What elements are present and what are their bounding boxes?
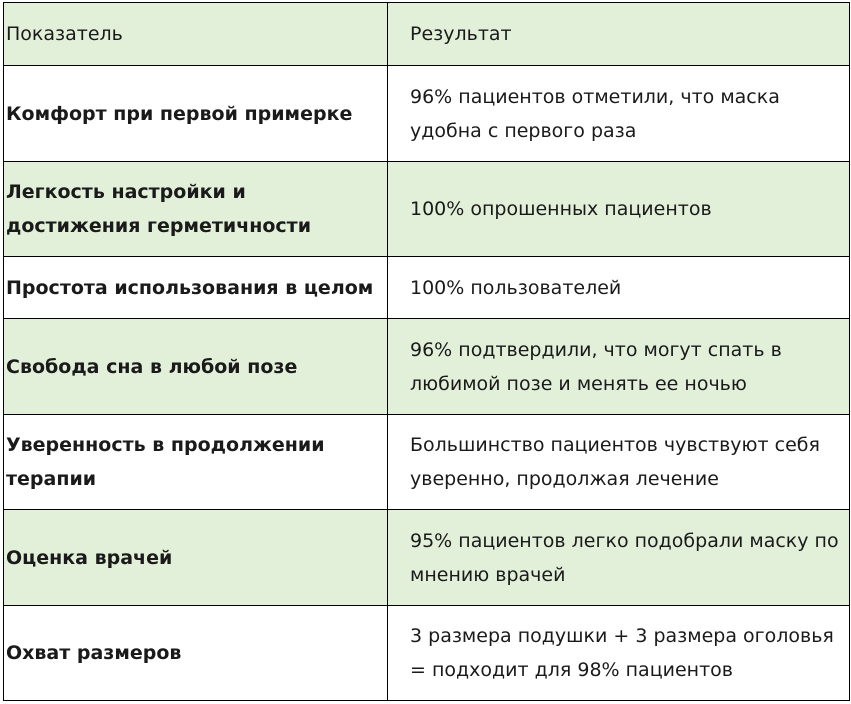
row-result: 96% подтвердили, что могут спать в любимой позе и менять ее ночью bbox=[388, 319, 850, 415]
row-indicator: Свобода сна в любой позе bbox=[4, 319, 388, 415]
row-indicator: Легкость настройки и достижения герметичности bbox=[4, 162, 388, 257]
row-result: 100% пользователей bbox=[388, 257, 850, 319]
table-row bbox=[4, 319, 850, 415]
table-row bbox=[4, 606, 850, 701]
row-indicator: Охват размеров bbox=[4, 606, 388, 701]
row-result: 3 размера подушки + 3 размера оголовья = подходит для 98% пациентов bbox=[388, 606, 850, 701]
table-row bbox=[4, 415, 850, 510]
row-indicator: Простота использования в целом bbox=[4, 257, 388, 319]
table-row bbox=[4, 510, 850, 606]
row-result: 95% пациентов легко подобрали маску по мнению врачей bbox=[388, 510, 850, 606]
table-row bbox=[4, 66, 850, 162]
row-result: Большинство пациентов чувствуют себя уверенно, продолжая лечение bbox=[388, 415, 850, 510]
header-indicator: Показатель bbox=[4, 3, 388, 66]
row-indicator: Уверенность в продолжении терапии bbox=[4, 415, 388, 510]
table-row bbox=[4, 162, 850, 257]
results-table bbox=[3, 2, 850, 701]
row-result: 96% пациентов отметили, что маска удобна с первого раза bbox=[388, 66, 850, 162]
header-result: Результат bbox=[388, 3, 850, 66]
row-result: 100% опрошенных пациентов bbox=[388, 162, 850, 257]
row-indicator: Комфорт при первой примерке bbox=[4, 66, 388, 162]
table-header-row bbox=[4, 3, 850, 66]
row-indicator: Оценка врачей bbox=[4, 510, 388, 606]
table-row bbox=[4, 257, 850, 319]
